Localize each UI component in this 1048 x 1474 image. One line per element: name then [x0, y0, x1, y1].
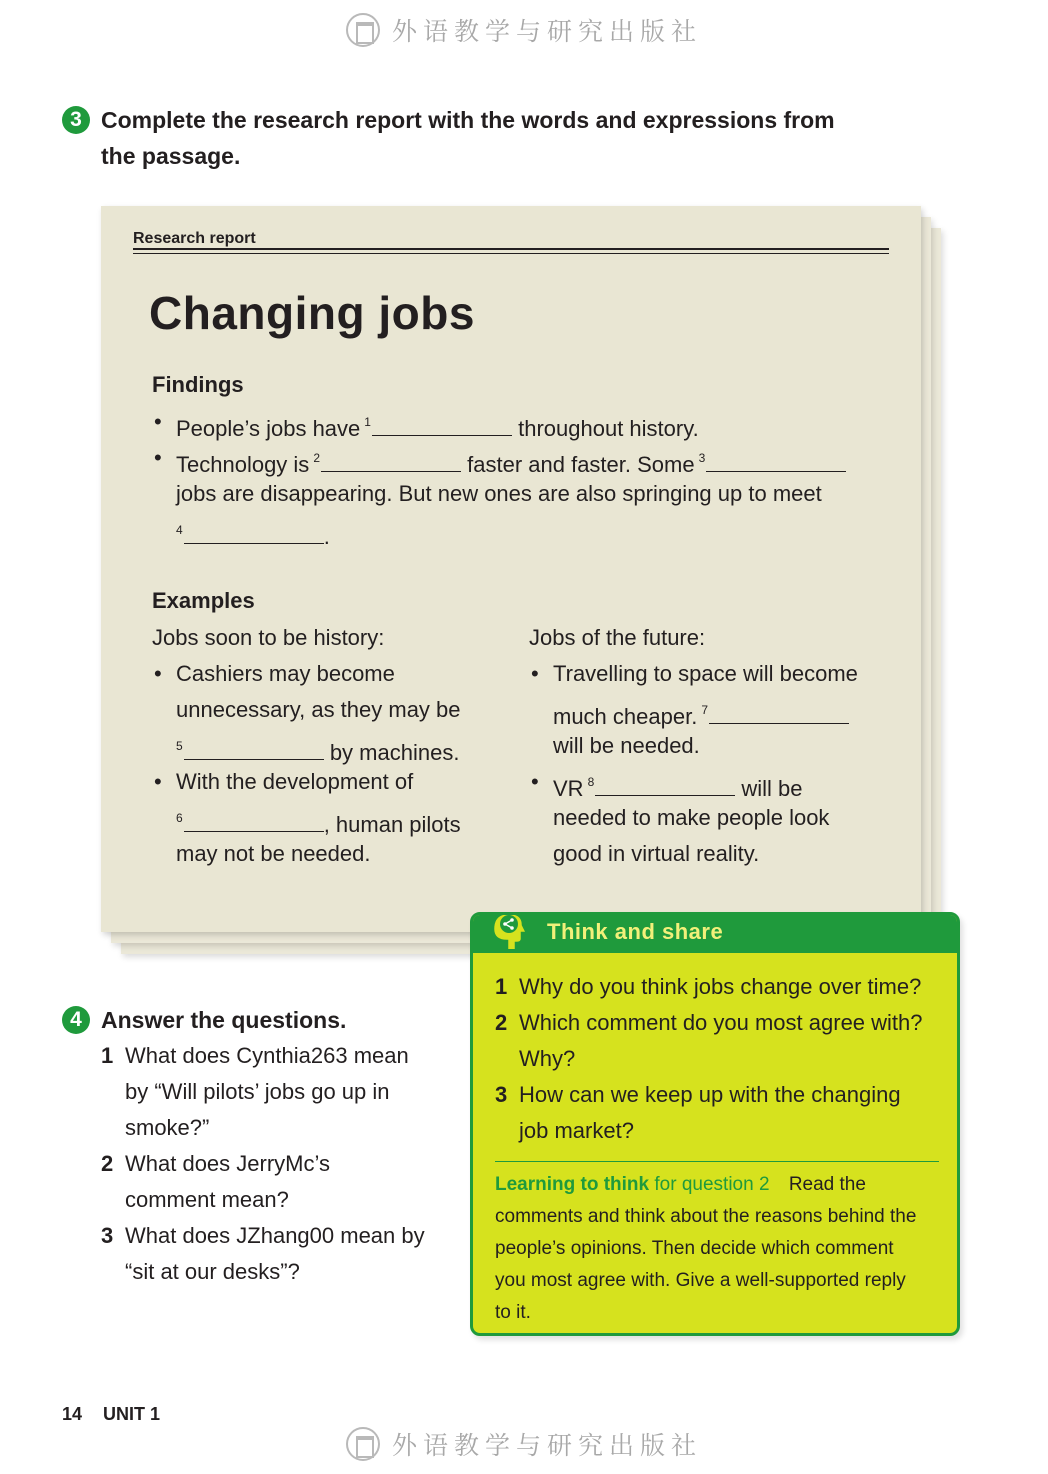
learning-to-think: Learning to think for question 2 Read the comments and think about the reasons behind the people’s opinions. Then decide which comment you most agree with. Give a well-supported reply to it.	[495, 1169, 943, 1329]
example-left-2: • With the development of	[176, 764, 413, 800]
report-label: Research report	[133, 230, 256, 247]
publisher-logo-icon	[346, 13, 380, 47]
blank-4[interactable]	[184, 521, 324, 544]
learning-line-4: you most agree with. Give a well-supported reply	[495, 1270, 906, 1291]
think-and-share-box	[470, 912, 960, 1336]
task-4-question-3: 3 What does JZhang00 mean by “sit at our desks”?	[101, 1223, 425, 1284]
publisher-header	[0, 12, 1048, 48]
publisher-logo-icon-footer	[346, 1427, 380, 1461]
blank-6[interactable]	[184, 809, 324, 832]
task-4-questions	[101, 1038, 425, 1290]
task-3-instruction-line1: Complete the research report with the words and expressions from	[101, 107, 835, 133]
learning-line-2: comments and think about the reasons behind the	[495, 1206, 917, 1227]
think-and-share-title: Think and share	[547, 919, 724, 944]
blank-7[interactable]	[709, 701, 849, 724]
report-divider	[133, 248, 889, 250]
findings-heading: Findings	[152, 372, 244, 397]
example-right-2-line3: good in virtual reality.	[553, 841, 760, 866]
task-3-badge: 3	[62, 106, 90, 134]
example-left-2-line2: $^6$ , human pilots	[176, 811, 461, 837]
research-report-card	[101, 206, 921, 932]
share-question-1: 1 Why do you think jobs change over time?	[495, 974, 922, 999]
example-left-1: • Cashiers may become	[176, 656, 395, 692]
example-right-1-line3: will be needed.	[553, 733, 700, 758]
learning-line-5: to it.	[495, 1302, 531, 1323]
blank-3[interactable]	[706, 449, 846, 472]
publisher-name-footer: 外语教学与研究出版社	[391, 1431, 702, 1460]
blank-5[interactable]	[184, 737, 324, 760]
example-left-1-line3: $^5$ by machines.	[176, 739, 460, 765]
examples-heading: Examples	[152, 588, 255, 613]
task-3-instruction	[101, 102, 835, 174]
learning-line-3: people’s opinions. Then decide which comment	[495, 1238, 894, 1259]
example-right-1-line2: much cheaper. $^7$	[553, 692, 849, 735]
example-left-2-line3: may not be needed.	[176, 841, 371, 866]
learning-for: for question 2	[654, 1174, 770, 1195]
right-column-heading: Jobs of the future:	[529, 625, 706, 650]
report-title: Changing jobs	[149, 287, 475, 339]
example-right-2-line2: needed to make people look	[553, 805, 830, 830]
example-right-1: • Travelling to space will become	[553, 656, 858, 692]
think-and-share-questions	[495, 969, 923, 1149]
blank-8[interactable]	[595, 773, 735, 796]
finding-2-line2: jobs are disappearing. But new ones are also springing up to meet	[176, 481, 822, 506]
head-share-icon	[485, 912, 531, 951]
learning-divider	[495, 1161, 939, 1162]
example-right-2: • VR $^8$ will be	[553, 764, 803, 807]
page-footer	[62, 1404, 160, 1425]
learning-title: Learning to think	[495, 1174, 650, 1195]
task-4-question-1: 1 What does Cynthia263 mean by “Will pilots’ jobs go up in smoke?”	[101, 1043, 409, 1140]
finding-2: • Technology is $^2$ faster and faster. Some $^3$	[176, 440, 846, 483]
task-4-instruction: Answer the questions.	[101, 1007, 347, 1033]
unit-label: UNIT 1	[103, 1404, 161, 1424]
blank-2[interactable]	[321, 449, 461, 472]
task-4-question-2: 2 What does JerryMc’s comment mean?	[101, 1151, 330, 1212]
page-number: 14	[62, 1404, 83, 1424]
share-question-3: 3 How can we keep up with the changing job market?	[495, 1082, 901, 1143]
finding-2-line3: $^4$ .	[176, 523, 330, 549]
share-question-2: 2 Which comment do you most agree with? Why?	[495, 1010, 923, 1071]
publisher-name: 外语教学与研究出版社	[391, 17, 702, 46]
example-left-1-line2: unnecessary, as they may be	[176, 697, 461, 722]
blank-1[interactable]	[372, 413, 512, 436]
report-divider-thin	[133, 253, 889, 254]
task-4-badge: 4	[62, 1006, 90, 1034]
task-3-instruction-line2: the passage.	[101, 143, 241, 169]
finding-1: • People’s jobs have $^1$ throughout history.	[176, 404, 699, 447]
publisher-footer	[0, 1426, 1048, 1462]
left-column-heading: Jobs soon to be history:	[152, 625, 385, 650]
